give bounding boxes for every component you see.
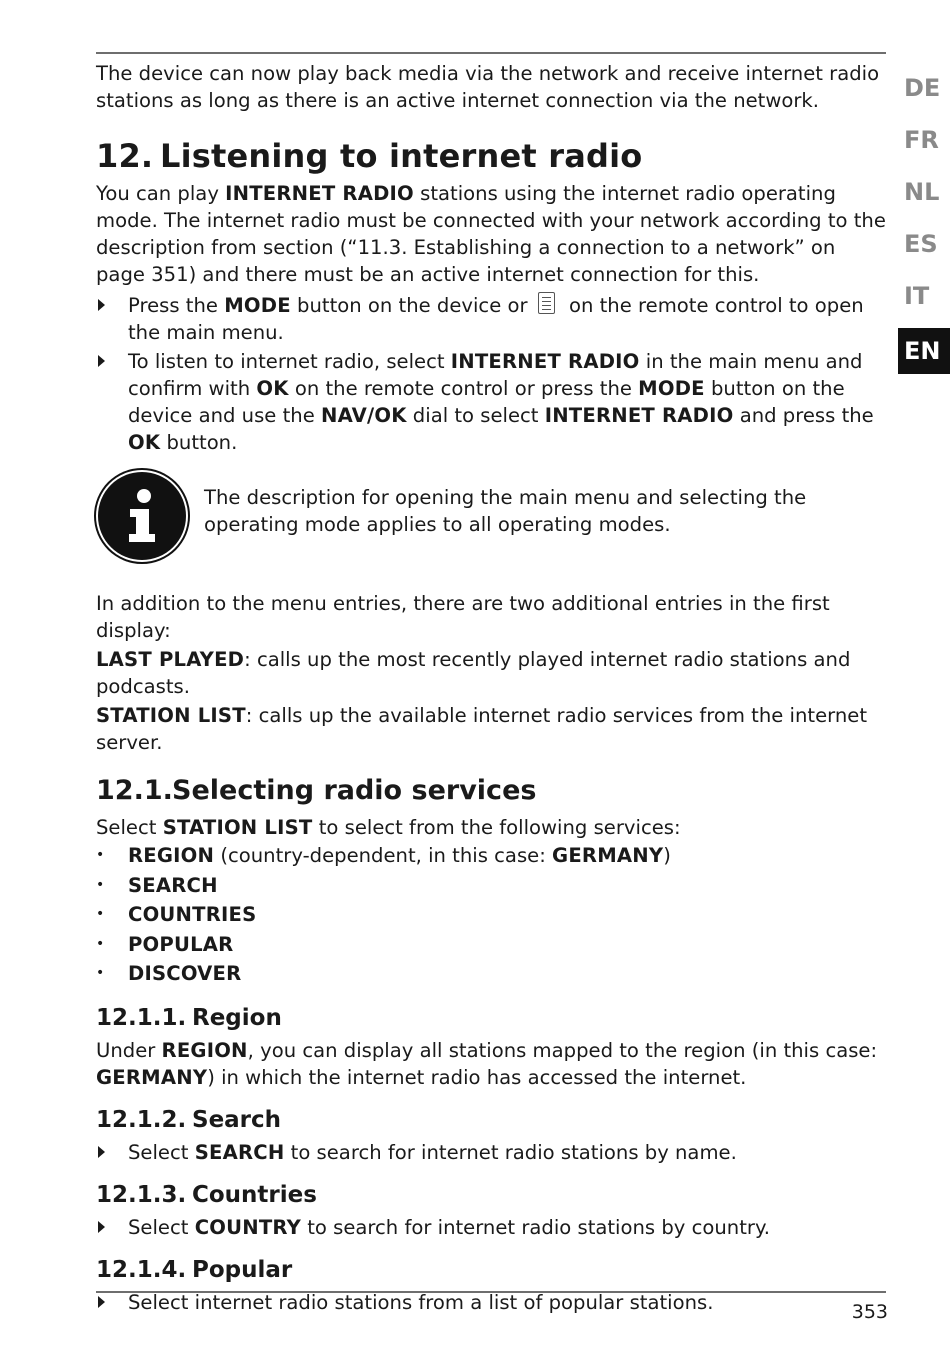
menu-button-icon — [538, 292, 555, 314]
section-12-1-3-title: Countries — [192, 1181, 317, 1208]
section-12-1-title: Selecting radio services — [172, 775, 537, 806]
section-12-1-1-number: 12.1.1. — [96, 1004, 187, 1031]
step-arrow-icon — [98, 355, 105, 367]
last-played-entry: LAST PLAYED: calls up the most recently played internet radio stations and podcasts. — [96, 648, 851, 698]
services-list — [96, 841, 886, 989]
section-12-1-intro: Select STATION LIST to select from the following services: — [96, 816, 681, 839]
section-12-steps — [96, 292, 886, 456]
service-item-discover: • DISCOVER — [96, 959, 886, 989]
section-12-1-2-title: Search — [192, 1106, 282, 1133]
language-tabs — [898, 62, 950, 374]
intro-paragraph: The device can now play back media via the network and receive internet radio stations as long as there is an active internet connection via the network. — [96, 62, 880, 112]
note-text: The description for opening the main menu and selecting the operating mode applies to all operating modes. — [204, 486, 807, 536]
step-select-search: Select SEARCH to search for internet radio stations by name. — [96, 1139, 886, 1166]
section-12-1-4-title: Popular — [192, 1256, 293, 1283]
step-arrow-icon — [98, 1221, 105, 1233]
step-arrow-icon — [98, 1146, 105, 1158]
language-tab-it[interactable]: IT — [904, 282, 930, 310]
station-list-entry: STATION LIST: calls up the available internet radio services from the internet server. — [96, 704, 868, 754]
step-arrow-icon — [98, 299, 105, 311]
section-12-1-3-number: 12.1.3. — [96, 1181, 187, 1208]
section-12-1-4-number: 12.1.4. — [96, 1256, 187, 1283]
language-tab-nl[interactable]: NL — [904, 178, 940, 206]
region-paragraph: Under REGION, you can display all stations mapped to the region (in this case: GERMANY) in which the internet radio has accessed the internet. — [96, 1038, 878, 1089]
section-12-heading — [96, 136, 886, 176]
language-tab-fr[interactable]: FR — [904, 126, 939, 154]
section-12-1-2-heading — [96, 1105, 886, 1135]
section-12-1-heading — [96, 774, 886, 808]
info-icon — [98, 472, 186, 560]
step-arrow-icon — [98, 1296, 105, 1308]
top-rule — [96, 52, 886, 54]
info-note — [96, 472, 886, 562]
countries-steps — [96, 1214, 886, 1241]
language-tab-es[interactable]: ES — [904, 230, 938, 258]
section-12-title: Listening to internet radio — [160, 137, 643, 175]
section-12-1-number: 12.1. — [96, 775, 173, 806]
language-tab-en[interactable]: EN — [898, 328, 950, 374]
service-item-region: • REGION (country-dependent, in this case: GERMANY) — [96, 841, 886, 871]
search-steps — [96, 1139, 886, 1166]
bottom-rule — [96, 1291, 886, 1293]
additional-entries-paragraph: In addition to the menu entries, there are two additional entries in the first display: — [96, 592, 830, 642]
step-select-internet-radio: To listen to internet radio, select INTERNET RADIO in the main menu and confirm with OK on the remote control or press the MODE button on the device and use the NAV/OK dial to select INTERNET RADIO and press the OK button. — [96, 348, 886, 456]
page-number: 353 — [851, 1301, 888, 1323]
service-item-countries: • COUNTRIES — [96, 900, 886, 930]
service-item-popular: • POPULAR — [96, 930, 886, 960]
section-12-1-3-heading — [96, 1180, 886, 1210]
step-select-country: Select COUNTRY to search for internet radio stations by country. — [96, 1214, 886, 1241]
section-12-1-1-title: Region — [192, 1004, 282, 1031]
step-select-popular: Select internet radio stations from a list of popular stations. — [96, 1289, 886, 1316]
section-12-number: 12. — [96, 137, 154, 175]
section-12-1-2-number: 12.1.2. — [96, 1106, 187, 1133]
section-12-1-4-heading — [96, 1255, 886, 1285]
step-open-main-menu: Press the MODE button on the device or on the remote control to open the main menu. — [96, 292, 886, 346]
page-content — [96, 60, 886, 1318]
service-item-search: • SEARCH — [96, 871, 886, 901]
language-tab-de[interactable]: DE — [904, 74, 941, 102]
section-12-1-1-heading — [96, 1003, 886, 1033]
section-12-paragraph: You can play INTERNET RADIO stations using the internet radio operating mode. The internet radio must be connected with your network according to the description from section (“11.3. Establishing a connection to a network” on page 351) and there must be an active internet connection for this. — [96, 182, 886, 286]
